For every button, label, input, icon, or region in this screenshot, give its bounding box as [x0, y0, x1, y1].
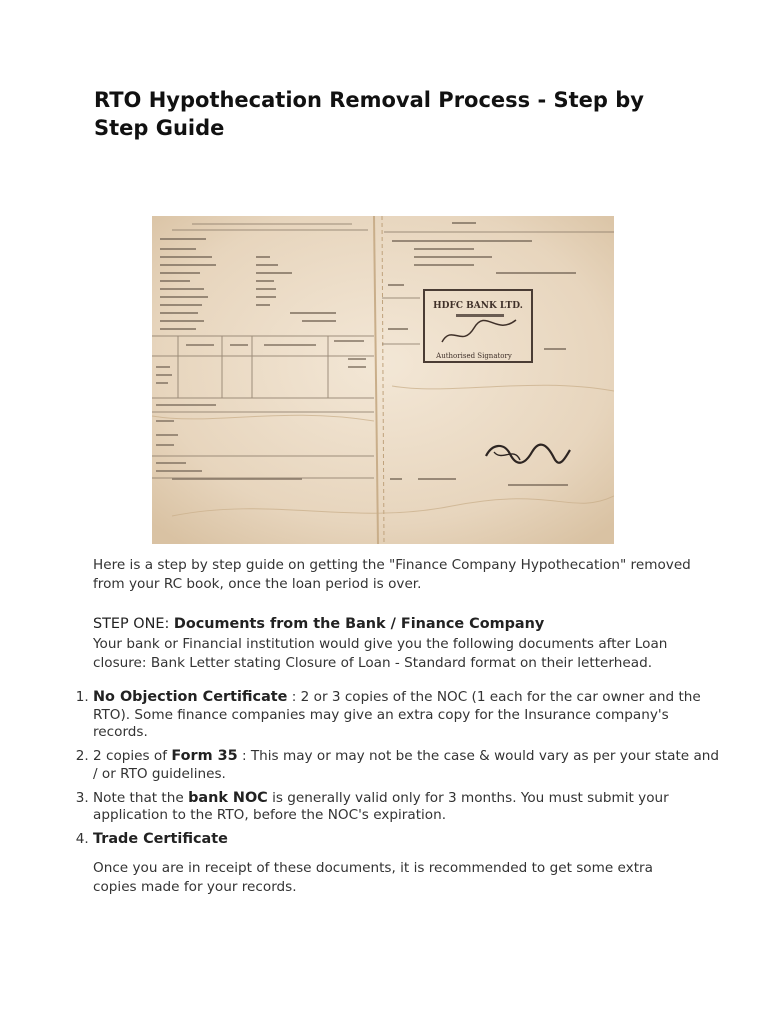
list-item: 3. Note that the bank NOC is generally valid only for 3 months. You must submit your application to the RTO, before the NOC's expiration. [93, 790, 723, 825]
step-one-heading [93, 614, 544, 634]
page-title: RTO Hypothecation Removal Process - Step by Step Guide [94, 88, 644, 140]
step-one-title: Documents from the Bank / Finance Company [173, 616, 545, 632]
svg-text:Authorised Signatory: Authorised Signatory [436, 352, 512, 360]
documents-list [58, 689, 723, 855]
list-item: 2. 2 copies of Form 35 : This may or may not be the case & would vary as per your state and / or RTO guidelines. [93, 748, 723, 783]
closing-paragraph: Once you are in receipt of these documents, it is recommended to get some extra copies made for your records. [93, 860, 653, 895]
list-item: 1. No Objection Certificate : 2 or 3 copies of the NOC (1 each for the car owner and the RTO). Some finance companies may give an extra copy for the Insurance company's records. [93, 689, 723, 742]
intro-paragraph: Here is a step by step guide on getting the "Finance Company Hypothecation" removed from your RC book, once the loan period is over. [93, 557, 691, 592]
scanned-rc-book-image [152, 216, 614, 544]
step-one-body: Your bank or Financial institution would give you the following documents after Loan closure: Bank Letter stating Closure of Loan - Standard format on their letterhead. [93, 636, 668, 671]
list-item: 4. Trade Certificate [93, 831, 723, 849]
step-one-label: STEP ONE: [93, 616, 170, 632]
rc-book-scan-graphic [152, 216, 614, 544]
svg-text:HDFC BANK LTD.: HDFC BANK LTD. [433, 301, 523, 311]
